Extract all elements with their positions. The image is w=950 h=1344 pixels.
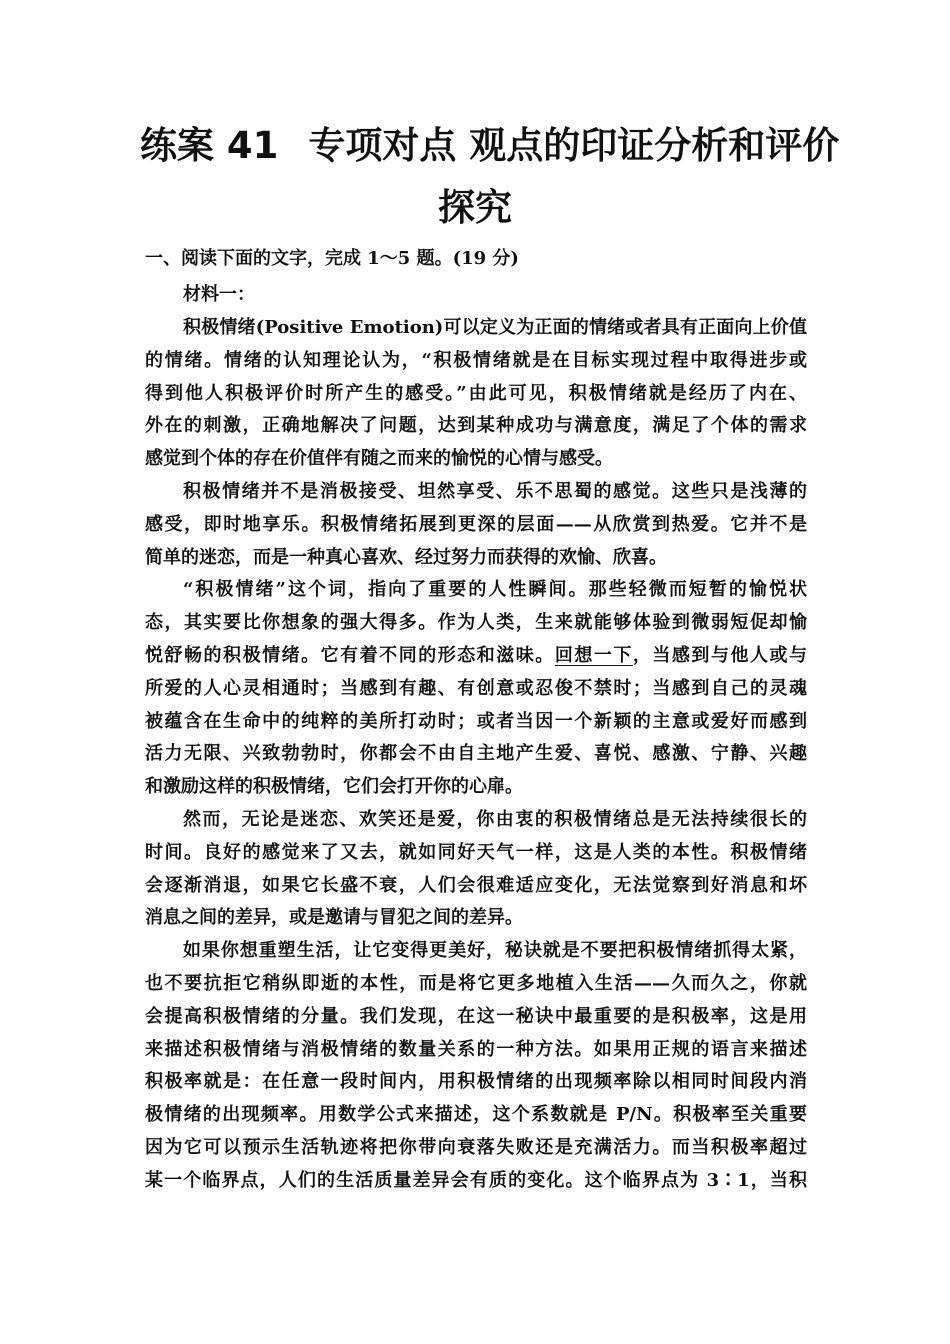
page-title-line-1 [140, 124, 840, 168]
paragraph-4-line: 时间。良好的感觉来了又去，就如同好天气一样，这是人类的本性。积极情绪 [145, 841, 807, 863]
paragraph-3-line: 和激励这样的积极情绪，它们会打开你的心扉。 [145, 776, 523, 798]
paragraph-5-line: 来描述积极情绪与消极情绪的数量关系的一种方法。如果用正规的语言来描述 [145, 1038, 807, 1060]
paragraph-1-line: 的情绪。情绪的认知理论认为，“积极情绪就是在目标实现过程中取得进步或 [145, 349, 807, 371]
paragraph-5-line: 积极率就是：在任意一段时间内，用积极情绪的出现频率除以相同时间段内消 [145, 1071, 807, 1093]
paragraph-3-line: 活力无限、兴致勃勃时，你都会不由自主地产生爱、喜悦、感激、宁静、兴趣 [145, 743, 807, 765]
exercise-topic: 专项对点 观点的印证分析和评价 [308, 124, 840, 167]
paragraph-2-line: 感受，即时地享乐。积极情绪拓展到更深的层面——从欣赏到热爱。它并不是 [145, 513, 807, 535]
paragraph-3-text: ，当感到与他人或与 [632, 644, 807, 666]
paragraph-3-line: 被蕴含在生命中的纯粹的美所打动时；或者当因一个新颖的主意或爱好而感到 [145, 710, 807, 732]
paragraph-3-line: 所爱的人心灵相通时；当感到有趣、有创意或忍俊不禁时；当感到自己的灵魂 [145, 677, 807, 699]
exercise-number: 练案 41 [140, 124, 279, 167]
paragraph-4-line: 消息之间的差异，或是邀请与冒犯之间的差异。 [145, 907, 523, 929]
paragraph-5-line: 也不要抗拒它稍纵即逝的本性，而是将它更多地植入生活——久而久之，你就 [145, 972, 807, 994]
paragraph-5-line: 极情绪的出现频率。用数学公式来描述，这个系数就是 P/N。积极率至关重要 [145, 1104, 807, 1126]
page-title-line-2: 探究 [438, 186, 512, 229]
paragraph-1-line: 积极情绪(Positive Emotion)可以定义为正面的情绪或者具有正面向上价值 [183, 317, 807, 338]
paragraph-3-line: “积极情绪”这个词，指向了重要的人性瞬间。那些轻微而短暂的愉悦状 [183, 579, 807, 601]
paragraph-5-line: 因为它可以预示生活轨迹将把你带向衰落失败还是充满活力。而当积极率超过 [145, 1136, 807, 1158]
paragraph-4-line: 然而，无论是迷恋、欢笑还是爱，你由衷的积极情绪总是无法持续很长的 [183, 808, 807, 830]
paragraph-2-line: 积极情绪并不是消极接受、坦然享受、乐不思蜀的感觉。这些只是浅薄的 [183, 480, 807, 502]
paragraph-5-line: 如果你想重塑生活，让它变得更美好，秘诀就是不要把积极情绪抓得太紧， [183, 940, 807, 962]
underlined-phrase: 回想一下 [554, 644, 633, 666]
paragraph-1-line: 感觉到个体的存在价值伴有随之而来的愉悦的心情与感受。 [145, 448, 613, 470]
material-label: 材料一： [183, 284, 255, 305]
reading-passage [145, 312, 807, 1198]
paragraph-3-line: 态，其实要比你想象的强大得多。作为人类，生来就能够体验到微弱短促却愉 [145, 612, 807, 634]
paragraph-5-line: 会提高积极情绪的分量。我们发现，在这一秘诀中最重要的是积极率，这是用 [145, 1005, 807, 1027]
paragraph-4-line: 会逐渐消退，如果它长盛不衰，人们会很难适应变化，无法觉察到好消息和坏 [145, 874, 807, 896]
paragraph-3-text: 悦舒畅的积极情绪。它有着不同的形态和滋味。 [145, 644, 555, 666]
paragraph-1-line: 得到他人积极评价时所产生的感受。”由此可见，积极情绪就是经历了内在、 [145, 382, 807, 404]
paragraph-5-line: 某一个临界点，人们的生活质量差异会有质的变化。这个临界点为 3∶1，当积 [145, 1169, 807, 1191]
paragraph-2-line: 简单的迷恋，而是一种真心喜欢、经过努力而获得的欢愉、欣喜。 [145, 546, 667, 568]
section-heading: 一、阅读下面的文字，完成 1～5 题。(19 分) [145, 248, 519, 269]
paragraph-1-line: 外在的刺激，正确地解决了问题，达到某种成功与满意度，满足了个体的需求 [145, 415, 807, 437]
paragraph-3-line [145, 640, 807, 673]
